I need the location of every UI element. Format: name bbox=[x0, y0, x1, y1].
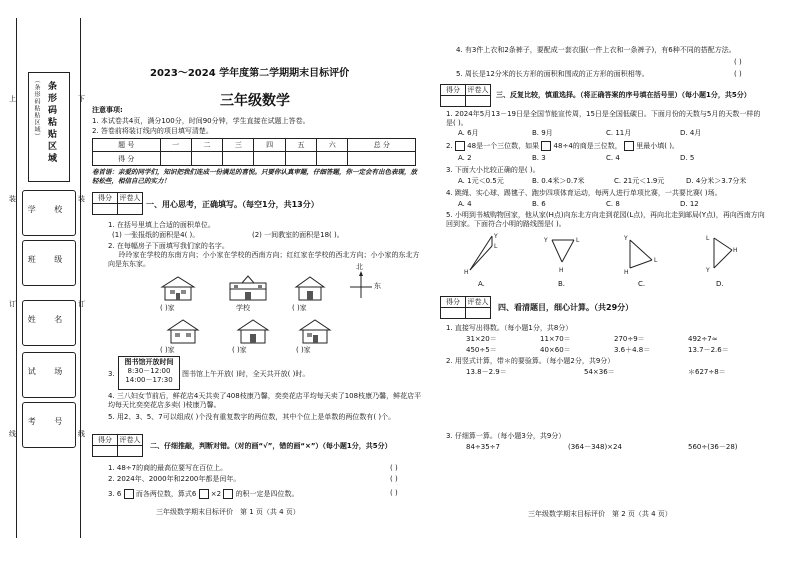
route-option-c: C. bbox=[638, 280, 646, 288]
score-header-cell: 五 bbox=[285, 139, 316, 152]
score-header-cell: 一 bbox=[160, 139, 191, 152]
question-2-desc: 玲玲家在学校的东南方向；小小家在学校的西南方向；红红家在学校的西北方向；小小家的东北方向是东东家。 bbox=[108, 251, 420, 268]
school-building-icon bbox=[228, 273, 268, 301]
score-header-cell: 六 bbox=[317, 139, 348, 152]
score-cell[interactable] bbox=[317, 152, 348, 166]
svg-text:L: L bbox=[706, 235, 710, 242]
score-cell[interactable] bbox=[254, 152, 285, 166]
choice-2-option[interactable]: D. 5 bbox=[680, 154, 695, 162]
judge-3-part-d: 的积一定是四位数。 bbox=[235, 490, 299, 498]
choice-2-part-d: 里最小填( )。 bbox=[636, 142, 679, 150]
question-4: 4. 三八妇女节前后，鲜花店4天共卖了408枝康乃馨，奕奕花店平均每天卖了108枝康乃馨，鲜花店平均每天比奕奕花店多卖( )枝康乃馨。 bbox=[108, 392, 422, 409]
section-1-title: 一、用心思考，正确填写。（每空1分，共13分） bbox=[146, 200, 319, 209]
grader-name-cell[interactable] bbox=[118, 446, 143, 457]
library-time-2: 14:00－17:30 bbox=[125, 376, 173, 384]
barcode-note: （条形码粘贴区域） bbox=[33, 77, 40, 140]
judge-5-answer[interactable]: ( ) bbox=[734, 70, 742, 78]
name-label: 姓 名 bbox=[27, 315, 71, 324]
calc-2-title: 2. 用竖式计算，带＊的要验算。（每小题2分，共9分） bbox=[446, 357, 615, 365]
choice-3-option[interactable]: C. 21元＜1.9元 bbox=[614, 177, 665, 185]
house-icon bbox=[298, 318, 332, 344]
calc-item: 3.6＋4.8＝ bbox=[614, 346, 651, 354]
choice-2-option[interactable]: C. 4 bbox=[606, 154, 620, 162]
score-header-cell: 四 bbox=[254, 139, 285, 152]
route-diagram-c[interactable] bbox=[622, 232, 662, 276]
svg-text:Y: Y bbox=[494, 233, 498, 240]
grader-score-label: 得分 bbox=[93, 435, 118, 446]
judge-4-answer[interactable]: ( ) bbox=[734, 58, 742, 66]
judge-2-answer[interactable]: ( ) bbox=[390, 475, 398, 483]
side-mark-ding-left: 订 bbox=[9, 300, 16, 308]
grader-name-cell[interactable] bbox=[466, 96, 491, 107]
house-icon bbox=[166, 318, 200, 344]
house-icon bbox=[236, 318, 270, 344]
score-header-cell: 二 bbox=[191, 139, 222, 152]
blank-box bbox=[199, 489, 209, 499]
judge-4: 4. 有3件上衣和2条裤子，要配成一套衣服(一件上衣和一条裤子)，有6种不同的搭配方法。 bbox=[456, 46, 736, 54]
choice-1-option[interactable]: C. 11月 bbox=[606, 129, 632, 137]
side-mark-zhuang-right: 装 bbox=[78, 195, 85, 203]
blank-box bbox=[455, 141, 465, 151]
question-3-text: 图书馆上午开放( )时，全天共开放( )时。 bbox=[182, 370, 310, 378]
school-field[interactable] bbox=[22, 190, 76, 236]
judge-3-part-c: ×2 bbox=[210, 490, 222, 498]
question-3-number: 3. bbox=[108, 370, 115, 378]
score-cell[interactable] bbox=[160, 152, 191, 166]
calc-item: 31×20＝ bbox=[466, 335, 497, 343]
svg-text:H: H bbox=[559, 267, 564, 274]
mixed-calc-item: (364－348)×24 bbox=[568, 443, 622, 451]
choice-1: 1. 2024年5月13－19日是全国节能宣传周，15日是全国低碳日。下面月份的天数与5月的天数一样的是( )。 bbox=[446, 110, 761, 127]
score-cell[interactable] bbox=[285, 152, 316, 166]
choice-3-option[interactable]: A. 1元＜0.5元 bbox=[458, 177, 504, 185]
exam-room-label: 试 场 bbox=[27, 367, 71, 376]
calc-item: 11×70＝ bbox=[540, 335, 571, 343]
score-table bbox=[92, 138, 416, 166]
svg-text:L: L bbox=[494, 243, 498, 250]
calc-1-title: 1. 直接写出得数。（每小题1分，共8分） bbox=[446, 324, 573, 332]
grader-name-label: 评卷人 bbox=[119, 194, 141, 202]
side-mark-zhuang-left: 装 bbox=[9, 195, 16, 203]
calc-3-title: 3. 仔细算一算。（每小题3分，共9分） bbox=[446, 432, 566, 440]
house-label: ( )家 bbox=[292, 304, 307, 312]
grader-table-3 bbox=[440, 84, 491, 107]
mixed-calc-item: 84÷35÷7 bbox=[466, 443, 500, 451]
choice-3-option[interactable]: B. 0.4米＞0.7米 bbox=[532, 177, 585, 185]
section-4-title: 四、看清题目，细心计算。（共29分） bbox=[498, 303, 634, 312]
choice-2-option[interactable]: B. 3 bbox=[532, 154, 546, 162]
svg-text:Y: Y bbox=[544, 237, 548, 244]
grader-score-label: 得分 bbox=[441, 85, 466, 96]
route-option-a: A. bbox=[478, 280, 485, 288]
judge-3-part-b: 而各两位数，算式6 bbox=[135, 490, 197, 498]
side-mark-ding-right: 订 bbox=[78, 300, 85, 308]
library-title: 图书馆开放时间 bbox=[124, 358, 174, 366]
class-field[interactable] bbox=[22, 240, 76, 286]
calc-item: 13.7－2.6＝ bbox=[688, 346, 729, 354]
blank-box bbox=[541, 141, 551, 151]
judge-1-answer[interactable]: ( ) bbox=[390, 464, 398, 472]
house-label: ( )家 bbox=[296, 346, 311, 354]
score-header-cell: 三 bbox=[223, 139, 254, 152]
grader-table-2 bbox=[92, 434, 143, 457]
choice-2-part-b: 48是一个三位数，如果 bbox=[467, 142, 540, 150]
exam-number-field[interactable] bbox=[22, 402, 76, 448]
choice-2-part-a: 2. bbox=[446, 142, 453, 150]
side-mark-bottom-right: 下 bbox=[78, 95, 85, 103]
school-label-text: 学校 bbox=[236, 304, 250, 312]
side-mark-top-left: 上 bbox=[9, 95, 16, 103]
score-row-label: 得 分 bbox=[93, 152, 161, 166]
section-3-title: 三、反复比较，慎重选择。（将正确答案的序号填在括号里）（每小题1分，共5分） bbox=[496, 91, 751, 99]
judge-3-part-a: 3. 6 bbox=[108, 490, 122, 498]
blank-box bbox=[223, 489, 233, 499]
vertical-calc-item: ＊627÷8＝ bbox=[688, 368, 726, 376]
choice-1-option[interactable]: D. 4月 bbox=[680, 129, 702, 137]
svg-text:H: H bbox=[464, 269, 469, 276]
notice-2: 2. 答卷前将装订线内的项目填写清楚。 bbox=[92, 127, 213, 135]
mixed-calc-item: 560÷(36－28) bbox=[688, 443, 738, 451]
binding-line-left bbox=[16, 18, 17, 538]
grader-score-cell[interactable] bbox=[93, 446, 118, 457]
class-label: 班 级 bbox=[27, 255, 71, 264]
name-field[interactable] bbox=[22, 300, 76, 346]
grader-table-1 bbox=[92, 192, 143, 215]
choice-3-option[interactable]: D. 4分米＞3.7分米 bbox=[686, 177, 747, 185]
blank-box bbox=[624, 141, 634, 151]
choice-2-option[interactable]: A. 2 bbox=[458, 154, 472, 162]
side-mark-xian-left: 线 bbox=[9, 430, 16, 438]
score-cell[interactable] bbox=[191, 152, 222, 166]
library-time-1: 8:30－12:00 bbox=[127, 367, 171, 375]
grader-table-4 bbox=[440, 296, 491, 319]
choice-2-part-c: 48÷4的商是三位数， bbox=[553, 142, 622, 150]
svg-text:L: L bbox=[576, 237, 580, 244]
barcode-area bbox=[28, 72, 70, 182]
svg-text:L: L bbox=[654, 257, 658, 264]
grader-name-label: 评卷人 bbox=[467, 86, 489, 94]
score-cell[interactable] bbox=[223, 152, 254, 166]
choice-1-option[interactable]: A. 6月 bbox=[458, 129, 479, 137]
choice-3: 3. 下面大小比较正确的是( )。 bbox=[446, 166, 540, 174]
choice-4-option[interactable]: D. 12 bbox=[680, 200, 699, 208]
house-icon bbox=[294, 275, 326, 301]
svg-text:Y: Y bbox=[706, 267, 710, 274]
compass-icon bbox=[346, 270, 376, 300]
choice-4-option[interactable]: C. 8 bbox=[606, 200, 620, 208]
judge-2: 2. 2024年、2000年和2200年都是闰年。 bbox=[108, 475, 241, 483]
question-1a: (1) 一张报纸的面积是4( )。 bbox=[112, 231, 200, 239]
question-1b: (2) 一间教室的面积是18( )。 bbox=[252, 231, 344, 239]
house-label: ( )家 bbox=[160, 346, 175, 354]
vertical-calc-item: 54×36＝ bbox=[584, 368, 615, 376]
notice-1: 1. 本试卷共4页，满分100分，时间90分钟，学生直接在试题上答卷。 bbox=[92, 117, 310, 125]
grader-score-cell[interactable] bbox=[441, 96, 466, 107]
page-2-footer: 三年级数学期末目标评价 第 2 页（共 4 页） bbox=[528, 510, 672, 518]
grader-score-label: 得分 bbox=[93, 193, 118, 204]
page-1-footer: 三年级数学期末目标评价 第 1 页（共 4 页） bbox=[156, 508, 300, 516]
house-label: ( )家 bbox=[232, 346, 247, 354]
blank-box bbox=[124, 489, 134, 499]
calc-item: 270÷9＝ bbox=[614, 335, 645, 343]
grader-name-cell[interactable] bbox=[118, 204, 143, 215]
grader-name-cell[interactable] bbox=[466, 308, 491, 319]
notice-title: 注意事项: bbox=[92, 106, 123, 114]
route-option-b: B. bbox=[558, 280, 566, 288]
choice-4-option[interactable]: B. 6 bbox=[532, 200, 546, 208]
barcode-title: 条形码粘贴区域 bbox=[46, 81, 56, 165]
svg-text:H: H bbox=[733, 247, 738, 254]
exam-room-field[interactable] bbox=[22, 352, 76, 398]
grader-score-cell[interactable] bbox=[93, 204, 118, 215]
compass-north: 北 bbox=[356, 263, 363, 271]
svg-text:H: H bbox=[624, 269, 629, 276]
calc-item: 492÷7≈ bbox=[688, 335, 718, 343]
side-mark-xian-right: 线 bbox=[78, 430, 85, 438]
score-header-cell: 总 分 bbox=[348, 139, 416, 152]
section-2-title: 二、仔细推敲，判断对错。（对的画“√”，错的画“×”）（每小题1分，共5分） bbox=[150, 442, 392, 450]
grader-score-label: 得分 bbox=[441, 297, 466, 308]
question-2: 2. 在每幅房子下面填写我们家的名字。 bbox=[108, 242, 229, 250]
choice-5: 5. 小明到书城购物回家，他从家(H点)向东北方向走到花园(L点)，再向北走到邮局(Y点)，再向西南方向回到家。下面符合小明的路线图是( )。 bbox=[446, 211, 765, 228]
exam-subject: 三年级数学 bbox=[220, 93, 290, 109]
grader-name-label: 评卷人 bbox=[467, 298, 489, 306]
route-diagram-b[interactable] bbox=[542, 232, 582, 276]
question-5: 5. 用2、3、5、7可以组成( )个没有重复数字的两位数，其中个位上是单数的两位数有( )个。 bbox=[108, 413, 396, 421]
choice-1-option[interactable]: B. 9月 bbox=[532, 129, 553, 137]
judge-5: 5. 周长是12分米的长方形的面积和围成的正方形的面积相等。 bbox=[456, 70, 649, 78]
route-option-d: D. bbox=[716, 280, 724, 288]
route-diagram-a[interactable] bbox=[462, 232, 502, 276]
choice-4: 4. 跳绳、实心球、踢毽子、跑步四项体育运动，每两人进行单项比赛，一共要比赛( )场。 bbox=[446, 189, 722, 197]
grader-score-cell[interactable] bbox=[441, 308, 466, 319]
route-diagram-d[interactable] bbox=[700, 232, 740, 276]
compass-east: 东 bbox=[374, 282, 381, 290]
score-header-cell: 题 号 bbox=[93, 139, 161, 152]
calc-item: 40×60＝ bbox=[540, 346, 571, 354]
judge-3-answer[interactable]: ( ) bbox=[390, 489, 398, 497]
exam-title: 2023～2024 学年度第二学期期末目标评价 bbox=[150, 68, 350, 79]
judge-1: 1. 48÷7的商的最高位要写在百位上。 bbox=[108, 464, 228, 472]
grader-name-label: 评卷人 bbox=[119, 436, 141, 444]
question-1: 1. 在括号里填上合适的面积单位。 bbox=[108, 221, 215, 229]
house-icon bbox=[160, 275, 196, 301]
intro-text: 卷首语：亲爱的同学们，知识把我们连成一份满足的喜悦。只要你认真审题，仔细答题，你一定会有出色表现，放轻松些，相信自己的实力！ bbox=[92, 168, 417, 185]
score-cell[interactable] bbox=[348, 152, 416, 166]
school-label: 学 校 bbox=[27, 205, 71, 214]
svg-text:Y: Y bbox=[624, 235, 628, 242]
vertical-calc-item: 13.8－2.9＝ bbox=[466, 368, 507, 376]
library-hours-card bbox=[118, 356, 180, 390]
exam-number-label: 考 号 bbox=[27, 417, 71, 426]
calc-item: 450÷5＝ bbox=[466, 346, 497, 354]
choice-4-option[interactable]: A. 4 bbox=[458, 200, 472, 208]
house-label: ( )家 bbox=[160, 304, 175, 312]
